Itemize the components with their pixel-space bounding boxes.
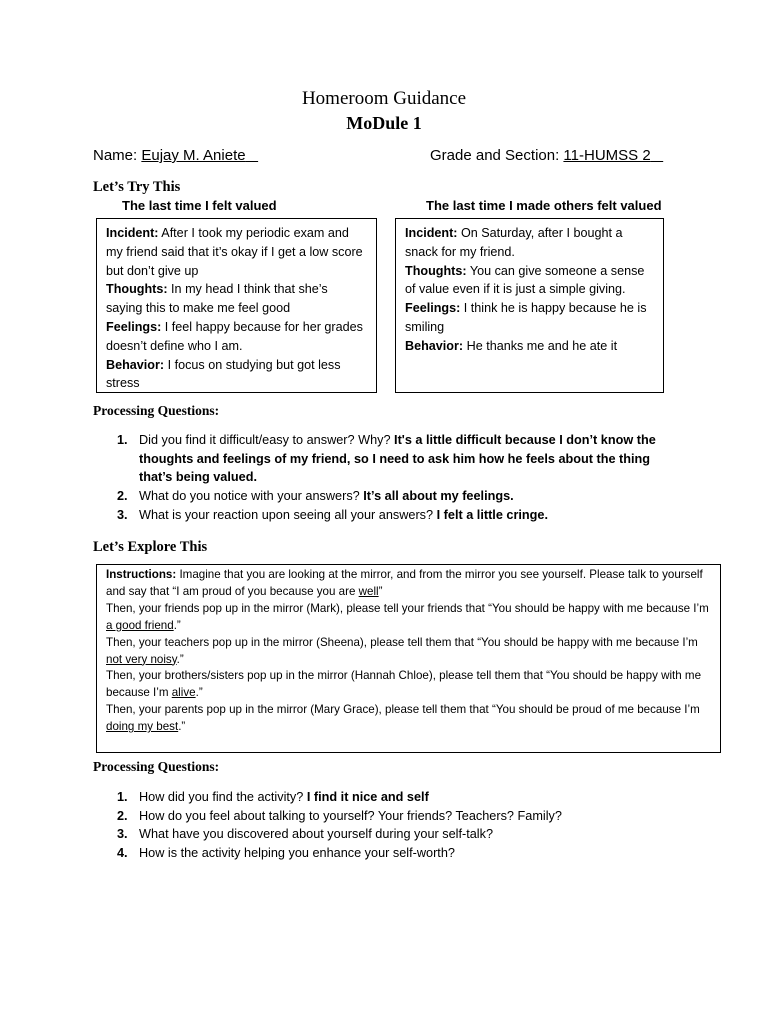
question-item: 1. Did you find it difficult/easy to answer? Why? It's a little difficult because I don’t know the thoughts and feelings of my friend, so I need to ask him how he feels about the thing that’s being valued. bbox=[117, 433, 656, 485]
name-value: Eujay M. Aniete bbox=[141, 147, 246, 164]
section-heading-try: Let’s Try This bbox=[93, 179, 181, 195]
question-item: 4. How is the activity helping you enhance your self-worth? bbox=[117, 846, 455, 861]
processing-questions-list-2 bbox=[117, 788, 677, 863]
page-title: Homeroom Guidance bbox=[301, 88, 467, 109]
name-label: Name: bbox=[93, 147, 142, 164]
question-item: 2. How do you feel about talking to yourself? Your friends? Teachers? Family? bbox=[117, 808, 562, 823]
instruction-paragraph: Then, your teachers pop up in the mirror (Sheena), please tell them that “You should be happy with me because I’m not very noisy.” bbox=[106, 635, 698, 666]
right-column-header: The last time I made others felt valued bbox=[426, 198, 662, 213]
feelings-entry: Feelings: I feel happy because for her grades doesn’t define who I am. bbox=[106, 319, 363, 353]
incident-entry: Incident: On Saturday, after I bought a snack for my friend. bbox=[405, 226, 623, 259]
instruction-paragraph: Then, your friends pop up in the mirror (Mark), please tell your friends that “You should be happy with me because I’m a good friend.” bbox=[106, 601, 709, 632]
question-item: 2. What do you notice with your answers? It’s all about my feelings. bbox=[117, 489, 514, 504]
incident-entry: Incident: After I took my periodic exam and my friend said that it’s okay if I get a low score but don’t give up bbox=[106, 226, 363, 278]
feelings-entry: Feelings: I think he is happy because he is smiling bbox=[405, 301, 647, 334]
instruction-paragraph: Then, your brothers/sisters pop up in the mirror (Hannah Chloe), please tell them that “You should be happy with me because I’m alive.” bbox=[106, 669, 702, 700]
made-others-valued-box bbox=[395, 218, 664, 393]
question-item: 3. What have you discovered about yourself during your self-talk? bbox=[117, 827, 494, 842]
instruction-paragraph: Then, your parents pop up in the mirror (Mary Grace), please tell them that “You should be proud of me because I’m doing my best.” bbox=[106, 703, 700, 734]
processing-questions-heading-2: Processing Questions: bbox=[93, 759, 220, 774]
left-column-header: The last time I felt valued bbox=[122, 198, 277, 213]
felt-valued-box bbox=[96, 218, 377, 393]
instruction-paragraph: Instructions: Imagine that you are looking at the mirror, and from the mirror you see yourself. Please talk to yourself and say that “I am proud of you because you are well” bbox=[106, 568, 703, 598]
grade-field bbox=[430, 147, 663, 164]
grade-value: 11-HUMSS 2 bbox=[563, 147, 651, 164]
question-item: 3. What is your reaction upon seeing all your answers? I felt a little cringe. bbox=[117, 507, 549, 522]
section-heading-explore: Let’s Explore This bbox=[93, 539, 208, 555]
page-subtitle: MoDule 1 bbox=[346, 113, 422, 133]
name-field bbox=[93, 147, 258, 164]
processing-questions-heading-1: Processing Questions: bbox=[93, 403, 220, 418]
question-item: 1. How did you find the activity? I find it nice and self bbox=[117, 790, 429, 804]
behavior-entry: Behavior: He thanks me and he ate it bbox=[405, 338, 618, 353]
processing-questions-list-1 bbox=[117, 431, 677, 525]
behavior-entry: Behavior: I focus on studying but got less stress bbox=[106, 357, 341, 391]
instructions-box bbox=[96, 564, 721, 753]
grade-label: Grade and Section: bbox=[430, 147, 564, 164]
thoughts-entry: Thoughts: You can give someone a sense of value even if it is just a simple giving. bbox=[405, 263, 645, 297]
thoughts-entry: Thoughts: In my head I think that she’s saying this to make me feel good bbox=[106, 282, 328, 316]
